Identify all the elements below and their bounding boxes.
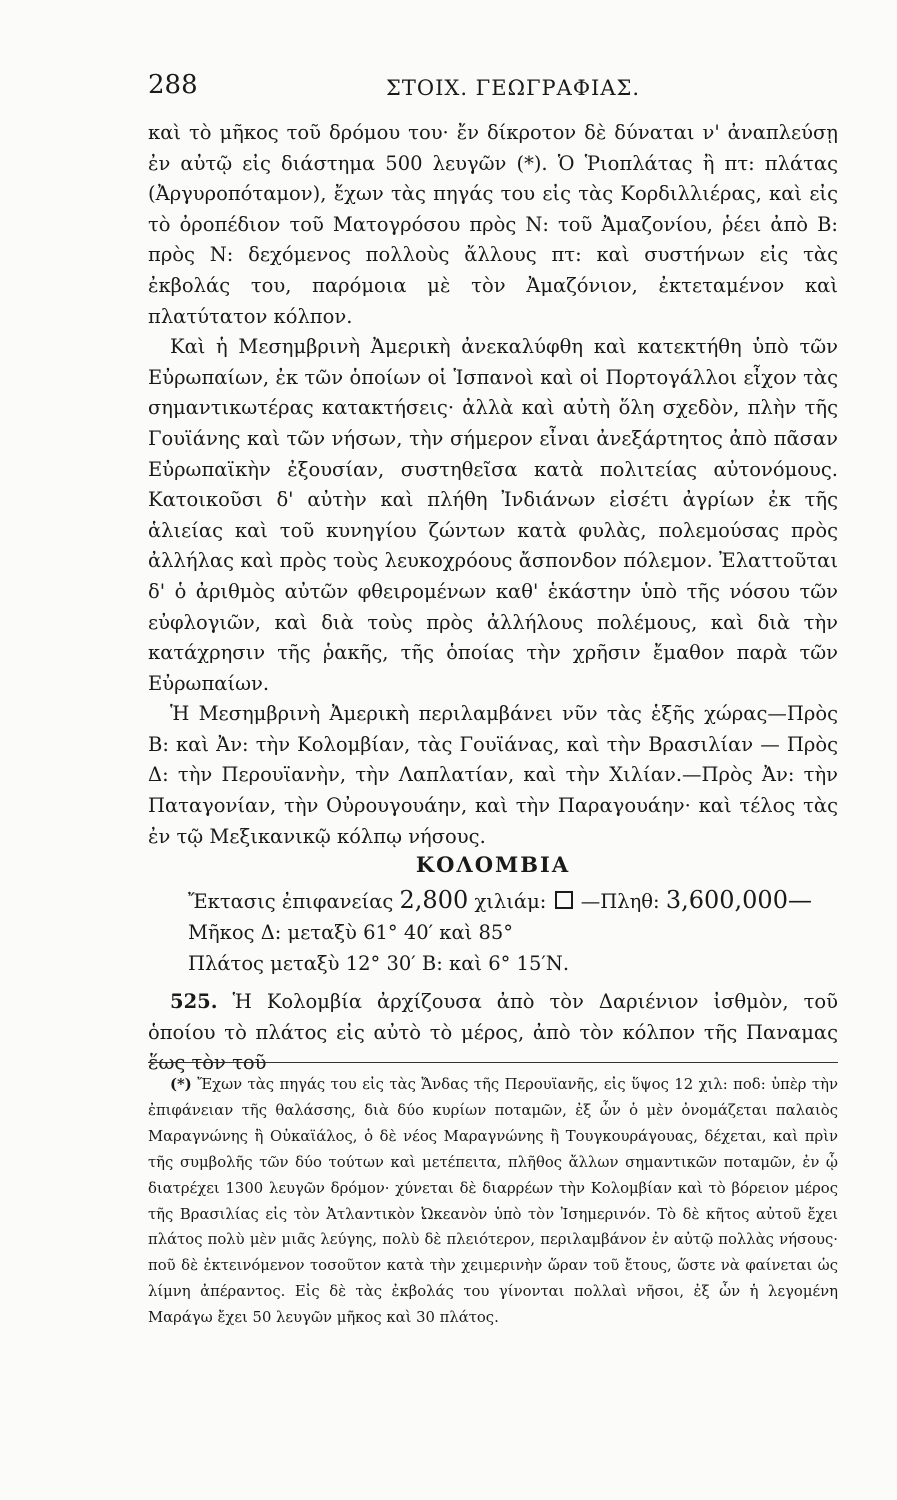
paragraph-525-text: Ἡ Κολομβία ἀρχίζουσα ἀπὸ τὸν Δαριένιον ἰσθμὸν, τοῦ ὁποίου τὸ πλάτος εἰς αὐτὸ τὸ μέρος, ἀπὸ τὸν κόλπον τῆς Παναμας ἕως τὸν τοῦ (148, 990, 838, 1075)
main-text (148, 118, 838, 852)
running-head: ΣΤΟΙΧ. ΓΕΩΓΡΑΦΙΑΣ. (386, 76, 641, 100)
footnote-text: Ἔχων τὰς πηγάς του εἰς τὰς Ἄνδας τῆς Περουϊανῆς, εἰς ὕψος 12 χιλ: ποδ: ὑπὲρ τὴν ἐπιφάνειαν τῆς θαλάσσης, διὰ δύο κυρίων ποταμῶν, ἐξ ὧν ὁ μὲν ὀνομάζεται παλαιὸς Μαραγνώνης ἢ Οὐκαϊάλος, ὁ δὲ νέος Μαραγνώνης ἢ Τουγκουράγουας, δέχεται, καὶ πρὶν τῆς συμβολῆς τῶν δύο τούτων καὶ μετέπειτα, πλῆθος ἄλλων σημαντικῶν ποταμῶν, ἐν ᾧ διατρέχει 1300 λευγῶν δρόμον· χύνεται δὲ διαρρέων τὴν Κολομβίαν καὶ τὸ βόρειον μέρος τῆς Βρασιλίας εἰς τὸν Ἀτλαντικὸν Ὠκεανὸν ὑπὸ τὸν Ἰσημερινόν. Τὸ δὲ κῆτος αὐτοῦ ἔχει πλάτος πολὺ μὲν μιᾶς λεύγης, πολὺ δὲ πλειότερον, περιλαμβάνον ἐν αὐτῷ πολλὰς νήσους· ποῦ δὲ ἐκτεινόμενον τοσοῦτον κατὰ τὴν χειμερινὴν ὥραν τοῦ ἔτους, ὥστε νὰ φαίνεται ὡς λίμνη ἀπέραντος. Εἰς δὲ τὰς ἐκβολάς του γίνονται πολλαὶ νῆσοι, ἐξ ὧν ἡ λεγομένη Μαράγω ἔχει 50 λευγῶν μῆκος καὶ 30 πλάτος. (148, 1076, 838, 1327)
square-symbol-icon (555, 891, 573, 909)
extent-label: Ἔκτασις ἐπιφανείας (188, 890, 394, 913)
page-number: 288 (148, 70, 198, 100)
page-header (148, 70, 838, 110)
paragraph-525 (148, 987, 838, 1079)
paragraph-south-america-countries: Ἡ Μεσημβρινὴ Ἀμερικὴ περιλαμβάνει νῦν τὰς ἑξῆς χώρας—Πρὸς Β: καὶ Ἀν: τὴν Κολομβίαν, τὰς Γουϊάνας, καὶ τὴν Βρασιλίαν — Πρὸς Δ: τὴν Περουϊανὴν, τὴν Λαπλατίαν, καὶ τὴν Χιλίαν.—Πρὸς Ἀν: τὴν Παταγονίαν, τὴν Οὐρουγουάην, καὶ τὴν Παραγουάην· καὶ τέλος τὰς ἐν τῷ Μεξικανικῷ κόλπῳ νήσους. (148, 702, 838, 848)
extent-unit: χιλιάμ: (474, 890, 547, 913)
paragraph-continuation: καὶ τὸ μῆκος τοῦ δρόμου του· ἔν δίκροτον δὲ δύναται ν' ἀναπλεύσῃ ἐν αὐτῷ εἰς διάστημα 500 λευγῶν (*). Ὁ Ῥιοπλάτας ἢ πτ: πλάτας (Ἀργυροπόταμον), ἔχων τὰς πηγάς του εἰς τὰς Κορδιλλιέρας, καὶ εἰς τὸ ὀροπέδιον τοῦ Ματογρόσου πρὸς Ν: τοῦ Ἀμαζονίου, ῥέει ἀπὸ Β: πρὸς Ν: δεχόμενος πολλοὺς ἄλλους πτ: καὶ συστήνων εἰς τὰς ἐκβολάς του, παρόμοια μὲ τὸν Ἀμαζόνιον, ἐκτεταμένον καὶ πλατύτατον κόλπον. (148, 121, 838, 328)
extent-row (188, 885, 848, 917)
width-row: Πλάτος μεταξὺ 12° 30′ Β: καὶ 6° 15′Ν. (188, 952, 570, 975)
population-label: —Πληθ: (580, 890, 660, 913)
section-title: ΚΟΛΟΜΒΙΑ (415, 852, 571, 877)
footnote (148, 1072, 838, 1331)
length-row: Μῆκος Δ: μεταξὺ 61° 40′ καὶ 85° (188, 921, 514, 944)
footnote-divider (148, 1062, 838, 1063)
extent-value: 2,800 (399, 886, 469, 914)
paragraph-number: 525. (170, 990, 218, 1013)
population-value: 3,600,000— (665, 886, 812, 914)
paragraph-south-america-conquest: Καὶ ἡ Μεσημβρινὴ Ἀμερικὴ ἀνεκαλύφθη καὶ κατεκτήθη ὑπὸ τῶν Εὐρωπαίων, ἐκ τῶν ὁποίων οἱ Ἱσπανοὶ καὶ οἱ Πορτογάλλοι εἶχον τὰς σημαντικωτέρας κατακτήσεις· ἀλλὰ καὶ αὐτὴ ὅλη σχεδὸν, πλὴν τῆς Γουϊάνης καὶ τῶν νήσων, τὴν σήμερον εἶναι ἀνεξάρτητος ἀπὸ πᾶσαν Εὐρωπαϊκὴν ἐξουσίαν, συστηθεῖσα κατὰ πολιτείας αὐτονόμους. Κατοικοῦσι δ' αὐτὴν καὶ πλήθη Ἰνδιάνων εἰσέτι ἀγρίων ἐκ τῆς ἁλιείας καὶ τοῦ κυνηγίου ζώντων κατὰ φυλὰς, πολεμούσας πρὸς ἀλλήλας καὶ πρὸς τοὺς λευκοχρόους ἄσπονδον πόλεμον. Ἐλαττοῦται δ' ὁ ἀριθμὸς αὐτῶν φθειρομένων καθ' ἑκάστην ὑπὸ τῆς νόσου τῶν εὐφλογιῶν, καὶ διὰ τοὺς πρὸς ἀλλήλους πολέμους, καὶ διὰ τὴν κατάχρησιν τῆς ῥακῆς, τῆς ὁποίας τὴν χρῆσιν ἔμαθον παρὰ τῶν Εὐρωπαίων. (148, 335, 838, 695)
colombia-stats (188, 885, 848, 979)
footnote-mark: (*) (170, 1076, 192, 1093)
